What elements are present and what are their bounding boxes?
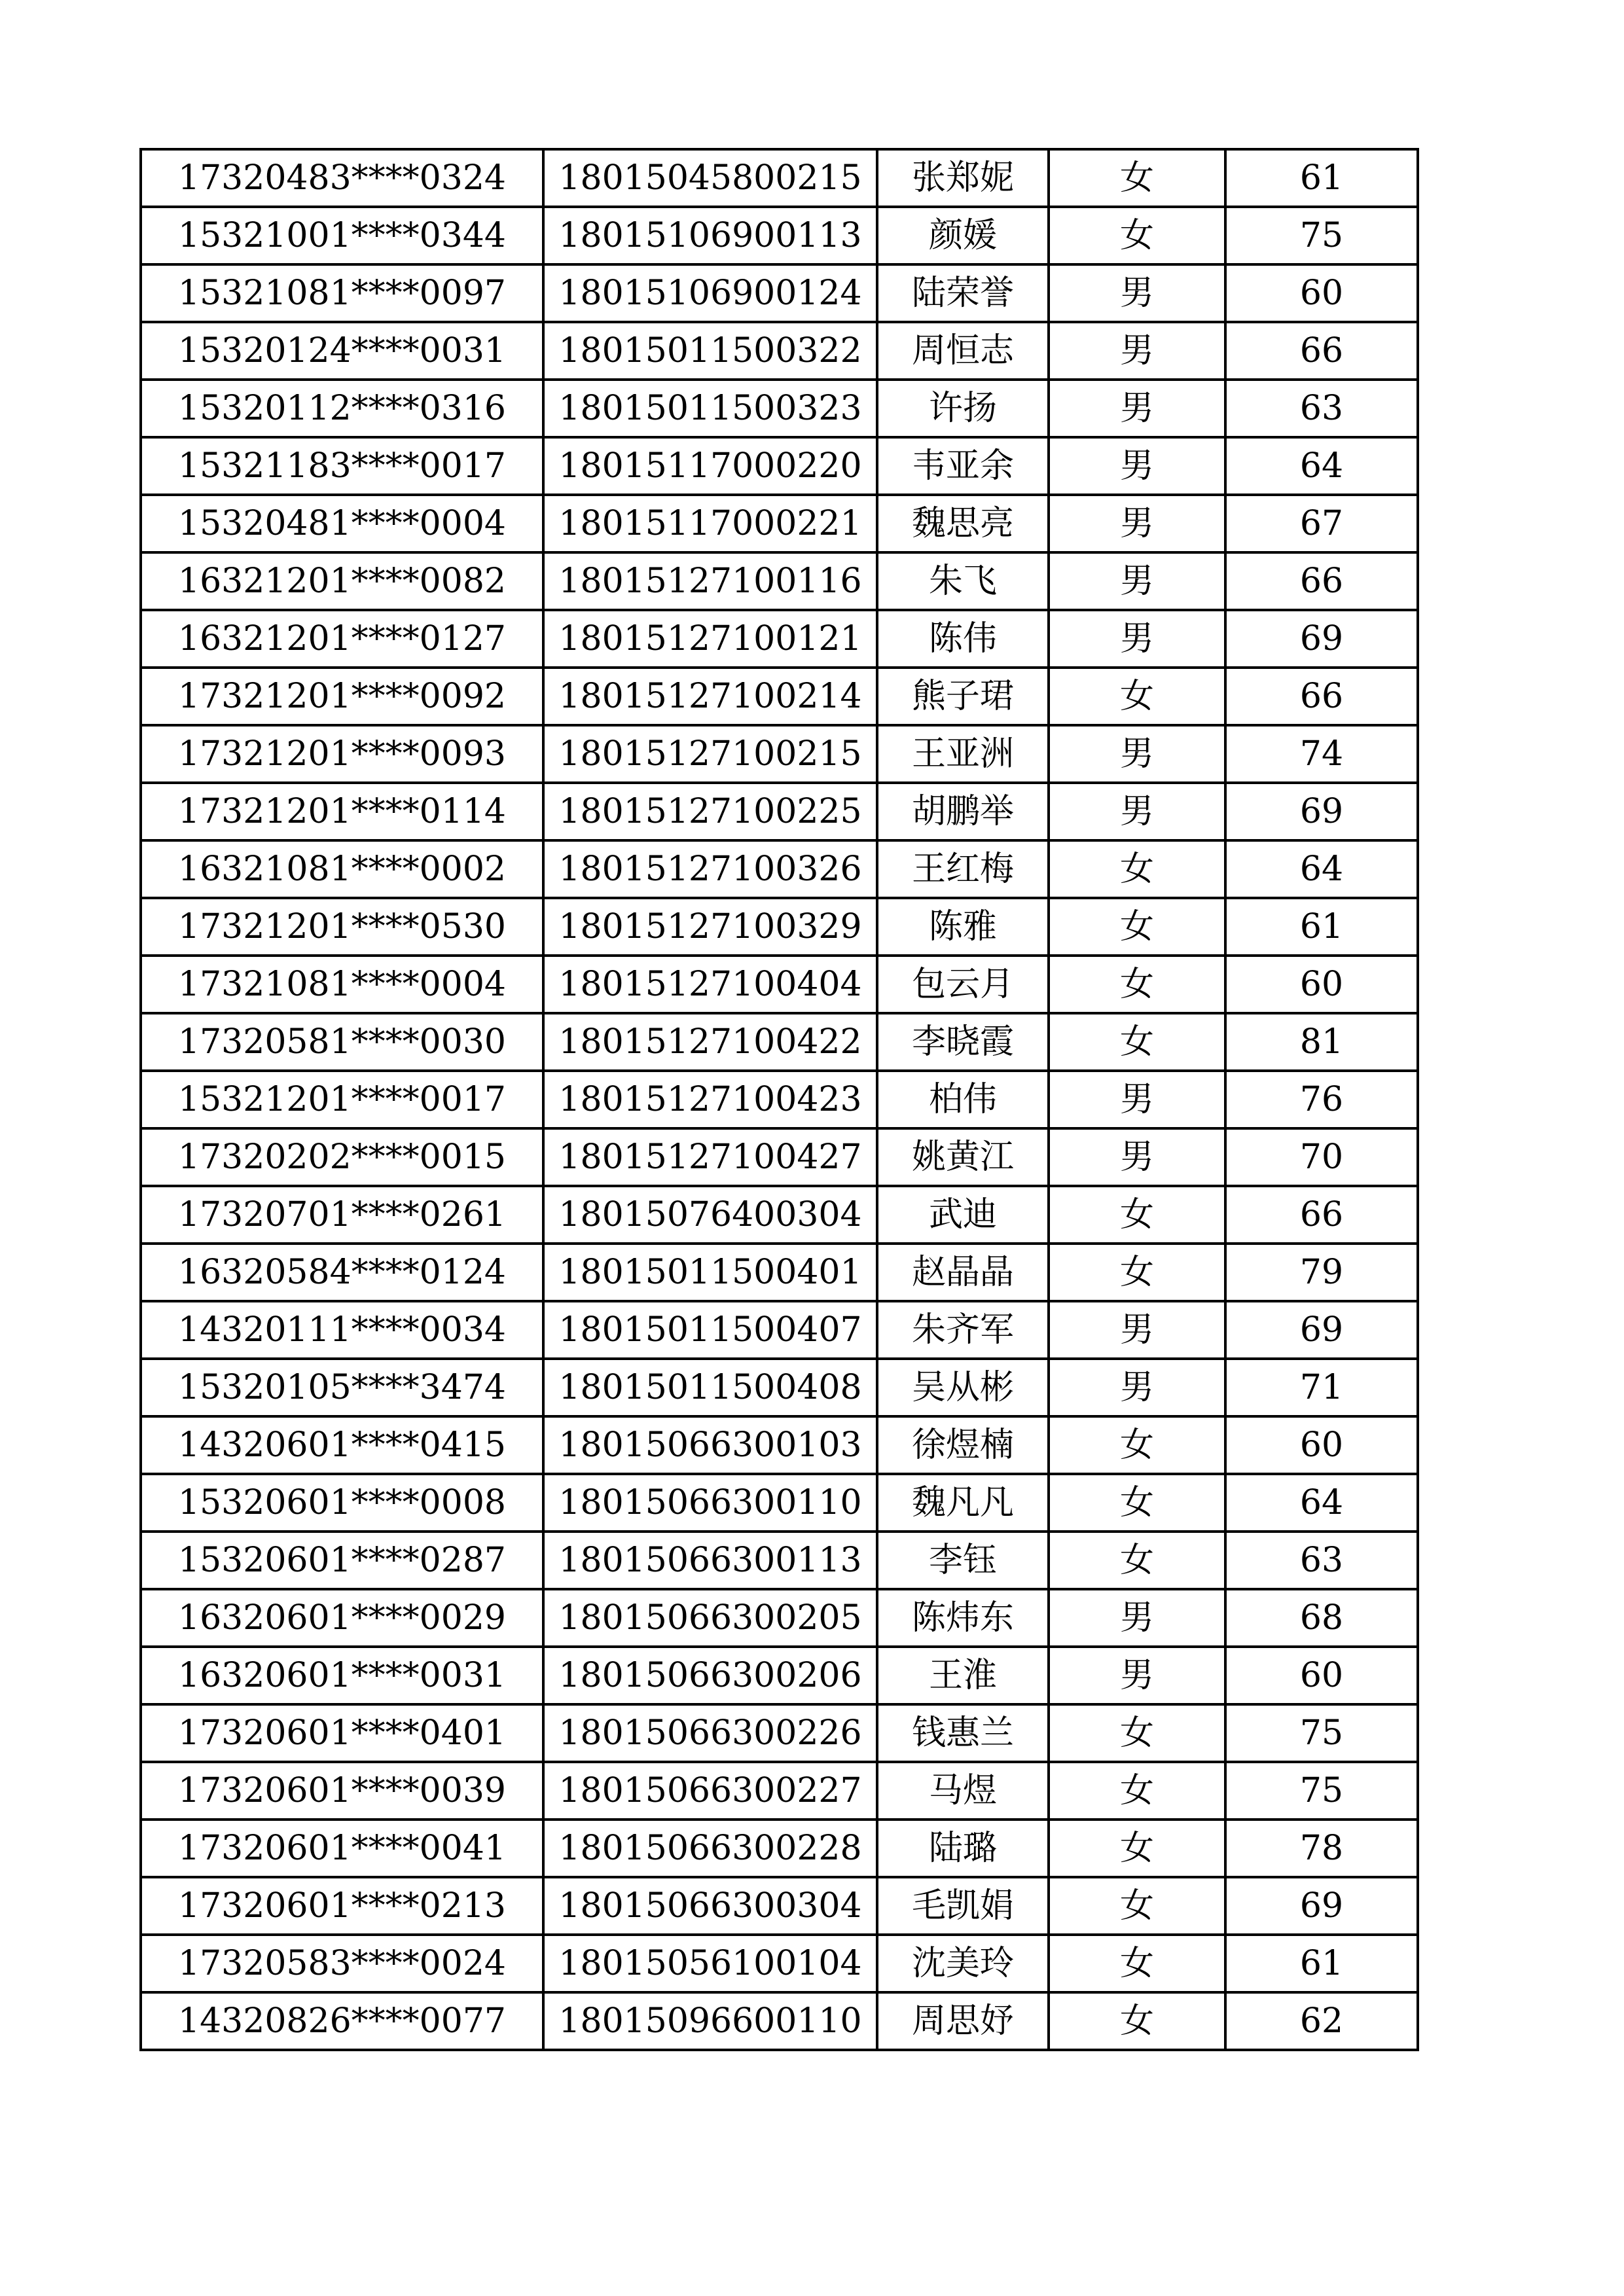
gender-cell: 男 (1049, 264, 1225, 322)
id-number-cell: 14320111****0034 (141, 1301, 543, 1359)
name-cell: 陆荣誉 (877, 264, 1049, 322)
exam-number-cell: 18015106900124 (543, 264, 877, 322)
gender-cell: 女 (1049, 956, 1225, 1013)
id-number-cell: 17321201****0092 (141, 668, 543, 725)
table-row (141, 380, 1418, 437)
score-cell: 60 (1225, 956, 1418, 1013)
name-cell: 魏凡凡 (877, 1474, 1049, 1532)
score-cell: 64 (1225, 840, 1418, 898)
name-cell: 柏伟 (877, 1071, 1049, 1128)
gender-cell: 男 (1049, 1301, 1225, 1359)
gender-cell: 女 (1049, 1474, 1225, 1532)
gender-cell: 女 (1049, 1013, 1225, 1071)
table-row (141, 1071, 1418, 1128)
exam-number-cell: 18015127100427 (543, 1128, 877, 1186)
score-cell: 66 (1225, 1186, 1418, 1244)
score-cell: 69 (1225, 1301, 1418, 1359)
gender-cell: 男 (1049, 1071, 1225, 1128)
gender-cell: 女 (1049, 1992, 1225, 2050)
exam-number-cell: 18015117000220 (543, 437, 877, 495)
exam-number-cell: 18015066300304 (543, 1877, 877, 1935)
exam-number-cell: 18015011500322 (543, 322, 877, 380)
id-number-cell: 17321201****0093 (141, 725, 543, 783)
table-row (141, 149, 1418, 207)
id-number-cell: 17320583****0024 (141, 1935, 543, 1992)
gender-cell: 女 (1049, 1935, 1225, 1992)
table-row (141, 1704, 1418, 1762)
id-number-cell: 17320601****0041 (141, 1820, 543, 1877)
table-row (141, 1992, 1418, 2050)
table-row (141, 1359, 1418, 1416)
gender-cell: 女 (1049, 1416, 1225, 1474)
table-row (141, 956, 1418, 1013)
score-cell: 78 (1225, 1820, 1418, 1877)
name-cell: 马煜 (877, 1762, 1049, 1820)
score-cell: 69 (1225, 610, 1418, 668)
exam-number-cell: 18015045800215 (543, 149, 877, 207)
table-row (141, 322, 1418, 380)
exam-number-cell: 18015096600110 (543, 1992, 877, 2050)
table-row (141, 840, 1418, 898)
table-row (141, 1128, 1418, 1186)
table-row (141, 1820, 1418, 1877)
score-cell: 75 (1225, 207, 1418, 264)
table-row (141, 1244, 1418, 1301)
id-number-cell: 16320584****0124 (141, 1244, 543, 1301)
exam-number-cell: 18015066300206 (543, 1647, 877, 1704)
gender-cell: 女 (1049, 1762, 1225, 1820)
id-number-cell: 15321081****0097 (141, 264, 543, 322)
gender-cell: 女 (1049, 1820, 1225, 1877)
name-cell: 赵晶晶 (877, 1244, 1049, 1301)
score-cell: 67 (1225, 495, 1418, 552)
name-cell: 姚黄江 (877, 1128, 1049, 1186)
id-number-cell: 17320701****0261 (141, 1186, 543, 1244)
name-cell: 韦亚余 (877, 437, 1049, 495)
gender-cell: 男 (1049, 437, 1225, 495)
score-cell: 62 (1225, 1992, 1418, 2050)
table-row (141, 1474, 1418, 1532)
score-cell: 66 (1225, 322, 1418, 380)
id-number-cell: 16320601****0029 (141, 1589, 543, 1647)
name-cell: 王红梅 (877, 840, 1049, 898)
exam-number-cell: 18015011500401 (543, 1244, 877, 1301)
gender-cell: 男 (1049, 1128, 1225, 1186)
gender-cell: 女 (1049, 840, 1225, 898)
score-cell: 76 (1225, 1071, 1418, 1128)
score-cell: 66 (1225, 668, 1418, 725)
exam-number-cell: 18015066300227 (543, 1762, 877, 1820)
name-cell: 钱惠兰 (877, 1704, 1049, 1762)
id-number-cell: 15320124****0031 (141, 322, 543, 380)
table-row (141, 1589, 1418, 1647)
table-row (141, 783, 1418, 840)
id-number-cell: 14320601****0415 (141, 1416, 543, 1474)
score-table-body (141, 149, 1418, 2050)
score-cell: 68 (1225, 1589, 1418, 1647)
exam-number-cell: 18015127100423 (543, 1071, 877, 1128)
name-cell: 魏思亮 (877, 495, 1049, 552)
exam-number-cell: 18015066300103 (543, 1416, 877, 1474)
name-cell: 许扬 (877, 380, 1049, 437)
score-cell: 74 (1225, 725, 1418, 783)
gender-cell: 男 (1049, 380, 1225, 437)
table-row (141, 1935, 1418, 1992)
name-cell: 胡鹏举 (877, 783, 1049, 840)
table-row (141, 1416, 1418, 1474)
id-number-cell: 15320601****0008 (141, 1474, 543, 1532)
gender-cell: 女 (1049, 1186, 1225, 1244)
name-cell: 李晓霞 (877, 1013, 1049, 1071)
table-row (141, 495, 1418, 552)
id-number-cell: 17320483****0324 (141, 149, 543, 207)
score-cell: 61 (1225, 149, 1418, 207)
name-cell: 朱飞 (877, 552, 1049, 610)
id-number-cell: 15321201****0017 (141, 1071, 543, 1128)
gender-cell: 男 (1049, 322, 1225, 380)
table-row (141, 1647, 1418, 1704)
exam-number-cell: 18015066300110 (543, 1474, 877, 1532)
gender-cell: 女 (1049, 1244, 1225, 1301)
name-cell: 陆璐 (877, 1820, 1049, 1877)
exam-number-cell: 18015011500407 (543, 1301, 877, 1359)
name-cell: 陈炜东 (877, 1589, 1049, 1647)
name-cell: 王亚洲 (877, 725, 1049, 783)
gender-cell: 女 (1049, 149, 1225, 207)
score-cell: 64 (1225, 437, 1418, 495)
id-number-cell: 15320112****0316 (141, 380, 543, 437)
name-cell: 武迪 (877, 1186, 1049, 1244)
gender-cell: 男 (1049, 1647, 1225, 1704)
id-number-cell: 17320601****0213 (141, 1877, 543, 1935)
score-cell: 60 (1225, 1647, 1418, 1704)
name-cell: 徐煜楠 (877, 1416, 1049, 1474)
id-number-cell: 15320105****3474 (141, 1359, 543, 1416)
id-number-cell: 16321201****0082 (141, 552, 543, 610)
score-cell: 60 (1225, 264, 1418, 322)
id-number-cell: 15321001****0344 (141, 207, 543, 264)
score-cell: 63 (1225, 1532, 1418, 1589)
name-cell: 沈美玲 (877, 1935, 1049, 1992)
exam-number-cell: 18015011500323 (543, 380, 877, 437)
score-cell: 61 (1225, 898, 1418, 956)
id-number-cell: 17320601****0039 (141, 1762, 543, 1820)
exam-number-cell: 18015127100214 (543, 668, 877, 725)
name-cell: 周思妤 (877, 1992, 1049, 2050)
id-number-cell: 17321081****0004 (141, 956, 543, 1013)
exam-number-cell: 18015011500408 (543, 1359, 877, 1416)
id-number-cell: 14320826****0077 (141, 1992, 543, 2050)
id-number-cell: 16321201****0127 (141, 610, 543, 668)
table-row (141, 207, 1418, 264)
gender-cell: 女 (1049, 207, 1225, 264)
exam-number-cell: 18015127100215 (543, 725, 877, 783)
table-row (141, 1762, 1418, 1820)
score-cell: 64 (1225, 1474, 1418, 1532)
gender-cell: 男 (1049, 1359, 1225, 1416)
table-row (141, 1532, 1418, 1589)
table-row (141, 898, 1418, 956)
name-cell: 熊子珺 (877, 668, 1049, 725)
id-number-cell: 15320481****0004 (141, 495, 543, 552)
id-number-cell: 16320601****0031 (141, 1647, 543, 1704)
exam-number-cell: 18015117000221 (543, 495, 877, 552)
name-cell: 王淮 (877, 1647, 1049, 1704)
gender-cell: 男 (1049, 1589, 1225, 1647)
table-row (141, 1186, 1418, 1244)
id-number-cell: 17320581****0030 (141, 1013, 543, 1071)
id-number-cell: 16321081****0002 (141, 840, 543, 898)
exam-number-cell: 18015066300113 (543, 1532, 877, 1589)
exam-number-cell: 18015066300226 (543, 1704, 877, 1762)
name-cell: 周恒志 (877, 322, 1049, 380)
name-cell: 李钰 (877, 1532, 1049, 1589)
exam-number-cell: 18015076400304 (543, 1186, 877, 1244)
exam-number-cell: 18015127100121 (543, 610, 877, 668)
name-cell: 包云月 (877, 956, 1049, 1013)
name-cell: 张郑妮 (877, 149, 1049, 207)
gender-cell: 男 (1049, 783, 1225, 840)
table-row (141, 725, 1418, 783)
score-cell: 79 (1225, 1244, 1418, 1301)
score-cell: 69 (1225, 1877, 1418, 1935)
id-number-cell: 17321201****0530 (141, 898, 543, 956)
gender-cell: 女 (1049, 1704, 1225, 1762)
exam-number-cell: 18015127100326 (543, 840, 877, 898)
exam-number-cell: 18015056100104 (543, 1935, 877, 1992)
gender-cell: 男 (1049, 552, 1225, 610)
gender-cell: 男 (1049, 725, 1225, 783)
name-cell: 朱齐军 (877, 1301, 1049, 1359)
score-cell: 66 (1225, 552, 1418, 610)
score-cell: 69 (1225, 783, 1418, 840)
table-row (141, 668, 1418, 725)
name-cell: 吴从彬 (877, 1359, 1049, 1416)
exam-number-cell: 18015127100422 (543, 1013, 877, 1071)
gender-cell: 女 (1049, 1532, 1225, 1589)
id-number-cell: 15321183****0017 (141, 437, 543, 495)
exam-number-cell: 18015106900113 (543, 207, 877, 264)
id-number-cell: 17321201****0114 (141, 783, 543, 840)
table-row (141, 1301, 1418, 1359)
table-row (141, 437, 1418, 495)
score-cell: 71 (1225, 1359, 1418, 1416)
exam-number-cell: 18015127100329 (543, 898, 877, 956)
table-row (141, 1013, 1418, 1071)
id-number-cell: 17320202****0015 (141, 1128, 543, 1186)
table-row (141, 610, 1418, 668)
id-number-cell: 15320601****0287 (141, 1532, 543, 1589)
gender-cell: 女 (1049, 898, 1225, 956)
name-cell: 陈雅 (877, 898, 1049, 956)
score-cell: 63 (1225, 380, 1418, 437)
score-cell: 75 (1225, 1704, 1418, 1762)
name-cell: 陈伟 (877, 610, 1049, 668)
exam-number-cell: 18015127100225 (543, 783, 877, 840)
exam-number-cell: 18015066300205 (543, 1589, 877, 1647)
score-cell: 61 (1225, 1935, 1418, 1992)
score-cell: 75 (1225, 1762, 1418, 1820)
id-number-cell: 17320601****0401 (141, 1704, 543, 1762)
gender-cell: 女 (1049, 1877, 1225, 1935)
score-table (139, 148, 1419, 2051)
score-cell: 60 (1225, 1416, 1418, 1474)
name-cell: 颜媛 (877, 207, 1049, 264)
exam-number-cell: 18015127100116 (543, 552, 877, 610)
exam-number-cell: 18015127100404 (543, 956, 877, 1013)
table-row (141, 264, 1418, 322)
table-row (141, 552, 1418, 610)
table-row (141, 1877, 1418, 1935)
name-cell: 毛凯娟 (877, 1877, 1049, 1935)
exam-number-cell: 18015066300228 (543, 1820, 877, 1877)
gender-cell: 女 (1049, 668, 1225, 725)
gender-cell: 男 (1049, 495, 1225, 552)
score-cell: 70 (1225, 1128, 1418, 1186)
gender-cell: 男 (1049, 610, 1225, 668)
score-cell: 81 (1225, 1013, 1418, 1071)
